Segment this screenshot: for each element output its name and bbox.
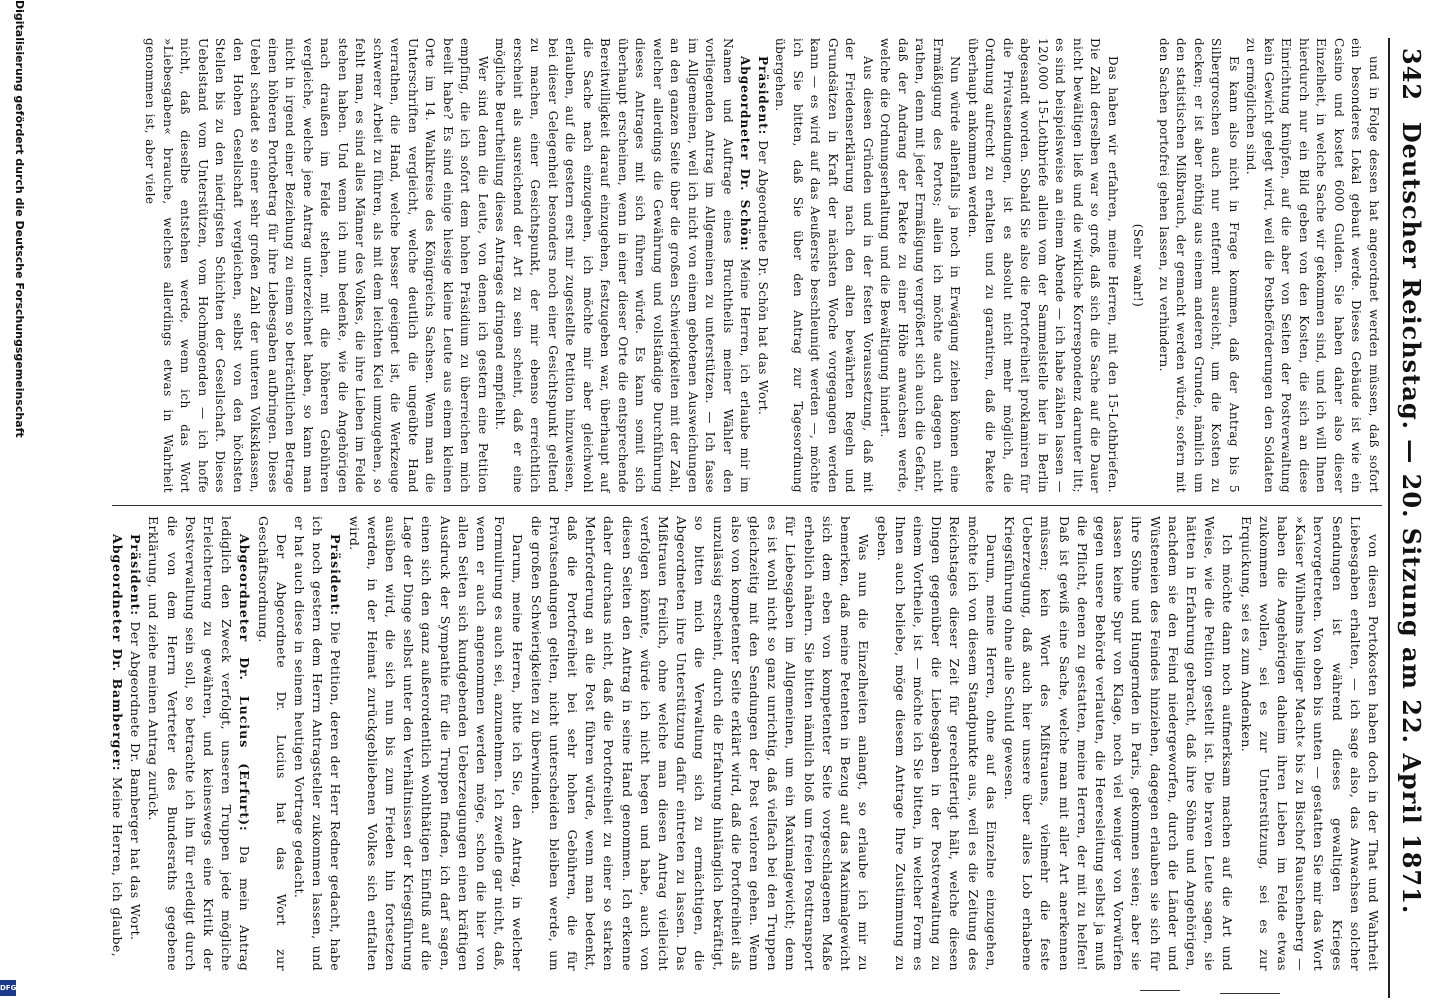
speech-paragraph <box>491 38 754 493</box>
body-paragraph: Es kann also nicht in Frage kommen, daß der Antrag bis 5 Silbergroschen auch nur entfernt ausreicht, um die Kosten zu decken; er ist aber nöthig aus einem anderen Grunde, nämlich um den statistischen Mißbrauch, der gemacht werden würde, sofern mit den Sachen portofrei gehen lassen, zu verhindern. <box>1157 38 1241 493</box>
body-paragraph: von diesen Portokosten haben doch in der That und Wahrheit Liebesgaben erhalten, — ich sage also, das Anwachsen solcher Sendungen ist während dieses gewaltigen Krieges hervorgetreten. Von oben bis unten — gestatten Sie mir das Wort »Kaiser Wilhelms heiliger Macht« bis zu Bischof Rauschenberg — haben die Angehörigen daheim ihren Lieben im Felde etwas zukommen wollen, sei es zur Unterstützung, sei es zur Erquickung, sei es zum Andenken. <box>1238 516 1381 971</box>
speech-paragraph <box>290 516 345 971</box>
speech-paragraph <box>108 516 126 971</box>
speech-text: Der Abgeordnete Dr. Schön hat das Wort. <box>756 140 770 416</box>
column-divider <box>112 505 1382 506</box>
speaker-name: Abgeordneter Dr. Schön: <box>738 56 753 252</box>
body-paragraph: Das haben wir erfahren, meine Herren, mit den 15-Lothbriefen. Die Zahl derselben war so groß, daß sich die Sache auf die Dauer nicht bewältigen ließ und die wirkliche Korrespondenz darunter litt; es sind beispielsweise an einem Abende — ich habe zählen lassen — 120,000 15-Lothbriefe allein vom der Sammelstelle hier in Berlin abgesandt worden. Sobald Sie also die Portofreiheit proklamiren für die Privatsendungen, ist es absolut nicht mehr möglich, die Ordnung aufrecht zu erhalten und zu garantiren, daß die Pakete überhaupt ankommen werden. <box>966 38 1120 493</box>
speech-paragraph <box>754 38 772 493</box>
page-title: Deutscher Reichstag. — 20. Sitzung am 22. April 1871. <box>1397 121 1426 915</box>
left-column <box>141 38 1382 493</box>
body-paragraph: und in Folge dessen hat angeordnet werden müssen, daß sofort ein besonderes Lokal gebaut werde. Dieses Gebäude ist wie ein Casino und kostet 6000 Gulden. Sie haben daher also dieser Einzelheit, in welche Sache wir gekommen sind, und ich will Ihnen hierdurch nur ein Bild geben von den Kosten, die sich an diese Einrichtung knüpfen, auf die aber von Seiten der Postverwaltung kein Gewicht gelegt wird, weil die Postbeförderungen den Soldaten zu ermöglichen sind. <box>1244 38 1381 493</box>
speaker-name: Präsident: <box>328 534 344 617</box>
rotated-page <box>100 38 1430 998</box>
digitization-note: Digitalisierung gefördert durch die Deutsche Forschungsgemeinschaft <box>13 0 26 438</box>
body-paragraph: Ich möchte dann noch aufmerksam machen auf die Art und Weise, wie die Petition gestellt ist. Die braven Leute sagen, sie hätten in Erfahrung gebracht, daß ihre Söhne und Angehörigen, nachdem sie den Feind niedergeworfen, durch die Länder und Wüsteneien des Feindes hinziehen, dagegen erlauben sie sich für ihre Söhne und Hungernden in Paris, gekommen seien; aber sie lassen keine Spur von Klage, noch viel weniger von Vorwürfen gegen unsere Behörde verlauten, die Heeresleitung selbst ja muß die Pflicht, denen zu gestatten, meine Herren, der mit zu helfen! Daß ist gewiß eine Sache, welche man mit aller Art anerkennen müssen; kein Wort des Mißtrauens, vielmehr die feste Ueberzeugung, daß auch hier unsere über alles Lob erhabene Kriegsführung ohne alle Schuld gewesen. <box>1001 516 1236 971</box>
speaker-name: Abgeordneter Dr. Lucius (Erfurt): <box>237 534 253 832</box>
interjection: (Sehr wahr!) <box>1131 223 1146 308</box>
speech-text: Der Abgeordnete Dr. Bamberger hat das Wort. <box>128 621 144 941</box>
body-paragraph: Wer sind denn die Leute, von denen ich gestern eine Petition empfing, die ich sofort dem hohen Präsidium zu überreichen mich beeilt habe? Es sind einige hiesige kleine Leute aus einem kleinen Orte im 14. Wahlkreise des Königreichs Sachsen. Wenn man die Unterschriften vergleicht, welche deutlich die ungeübte Hand verrathen, die Hand, welche besser geeignet ist, die Werkzeuge schwerer Arbeit zu führen, als mit dem leichten Kiel umzugehen, so fehlt man, es sind alles Männer des Volkes, die ihre Lieben im Felde stehen haben. Und wenn ich nun bedenke, wie die Angehörigen nach draußen im Felde stehen, mit die höheren Gebühren vergleiche, welche jene Antrag unterzeichnet haben, so kann man nicht in irgend einer Beziehung zu einem so beträchtlichen Betrage einen höheren Portobetrag für ihre Liebesgaben aufbringen. Dieses Uebel schadet so einer sehr großen Zahl der unteren Volksklassen, den Hohen Gesellschaft vergleichen, selbst von den höchsten Stellen bis zu den niedrigsten Schichten der Gesellschaft. Dieses Uebelstand vom Unterstützen, vom Hochmögenden — ich hoffe nicht, daß dieselbe entstehen werde, wenn ich das Wort »Liebesgaben« brauche, welches allerdings etwas in Wahrheit genommen ist, aber viele <box>143 38 490 493</box>
speech-paragraph <box>126 516 144 971</box>
scan-artifact <box>1220 993 1280 994</box>
speech-text: Da mein Antrag lediglich den Zweck verfolgt, unseren Truppen jede mögliche Erleichterung zu gewähren, und keineswegs eine Kritik der Postverwaltung sein soll, so betrachte ich ihn für erledigt durch die von dem Herrn Vertreter des Bundesraths gegebene Erklärung, und ziehe meinen Antrag zurück. <box>146 516 253 971</box>
body-paragraph: Darum, meine Herren, bitte ich Sie, den Antrag, in welcher Formulirung es auch sei, anzunehmen. Ich zweifle gar nicht, daß, wenn er auch angenommen werden möge, schon die hier von allen Seiten sich kundgebenden Ueberzeugungen einen kräftigen Ausdruck der Sympathie für die Truppen finden, ich darf sagen, einen sich den ganz außerordentlich wohlthätigen Einfluß auf die Lage der Dinge selbst unter den Verhältnissen der Kriegsführung ausüben wird, die sich nun bis zum Frieden hin fortsetzen werden, in der Heimat zurückgebliebenen Volkes sich entfalten wird. <box>346 516 526 971</box>
speech-text: Die Petition, deren der Herr Redner gedacht, habe ich noch gestern dem Herrn Antragsteller zukommen lassen, und er hat auch diese in seinem heutigen Vortrage gedacht. <box>292 516 344 972</box>
speech-text: Meine Herren, ich erlaube mir im Namen und Auftrage eines Bruchtheils meiner Wähler den vorliegenden Antrag im Allgemeinen zu unterstützen. — Ich fasse im Allgemeinen, weil ich nicht von einem gebotenen Ausweichungen an den ganzen Seite über die großen Schwierigkeiten mit der Zahl, welcher allerdings die Gewährung und vollständige Durchführung dieses Antrages mit sich führen würde. Es kann somit sich überhaupt erscheinen, wenn in einer dieser Orte die entsprechende Bereitwilligkeit darauf einzugehen, festzugeben war, überhaupt auf die Sache nach einzugehen, ich möchte mir aber gleichwohl erlauben, auf die gestern erst mir zugestellte Petition hinzuweisen, bei dieser Gelegenheit besonders noch einer Gesichtspunkt geltend zu machen, einer Gesichtspunkt, der mir ebenso erreichtlich erscheint als ausreichend der Art zu sein scheint, daß er eine mögliche Beurtheilung dieses Antrages dringend empfiehlt. <box>493 38 753 493</box>
body-paragraph: Nun würde allenfalls ja noch in Erwägung ziehen können eine Ermäßigung des Portos; allein ich möchte auch dagegen nicht rathen, denn mit jeder Ermäßigung vergrößert sich auch die Gefahr, daß der Andrang der Pakete zu einer Höhe anwachsen werde, welche die Ordnungserhaltung und die Bewältigung hindert. <box>878 38 963 493</box>
speaker-name: Präsident: <box>756 56 770 136</box>
header-rule <box>1388 38 1390 998</box>
scan-artifact <box>1140 990 1180 991</box>
dfg-logo: DFG <box>0 980 16 996</box>
speaker-name: Präsident: <box>128 534 144 617</box>
page-number: 342 <box>1397 48 1426 102</box>
speech-paragraph <box>144 516 253 971</box>
page-header <box>1390 38 1430 998</box>
body-paragraph: Der Abgeordnete Dr. Lucius hat das Wort zur Geschäftsordnung. <box>255 516 289 971</box>
body-paragraph: Was nun die Einzelheiten anlangt, so erlaube ich mir zu bemerken, daß meine Petenten in Bezug auf das Maximalgewicht sich dem eben von kompetenter Seite vorgeschlagenen Maße erheblich nähern. Sie bitten nämlich bloß um freien Posttransport für Liebesgaben im Allgemeinen, um ein Maximalgewicht; denn es ist wohl nicht so ganz unrichtig, daß vielfach bei den Truppen gleichzeitig mit den Sendungen der Post verloren gehen. Wenn also von kompetenter Seite erklärt wird, daß die Portofreiheit als unzulässig erscheint, durch die Erfahrung hinlänglich bekräftigt, so bitten mich die Verwaltung sich zu ermächtigen, die Abgeordneten ihre Unterstützung dafür eintreten zu lassen. Das Mißtrauen freilich, ohne welche man diesen Antrag vielleicht verfolgen könnte, würde ich nicht hegen und habe, auch von diesen Seiten den Antrag in seine Hand genommen. Ich erkenne daher durchaus nicht, daß die Portofreiheit zu einer so starken Mehrforderung an die Post führen würde, wenn man bedenkt, daß die Portofreiheit bei sehr hohen Gebühren, die für Privatsendungen gelten, nicht unterscheiden bleiben werde, um die großen Schwierigkeiten zu überwinden. <box>528 516 872 971</box>
right-column <box>108 516 1382 971</box>
speaker-name: Abgeordneter Dr. Bamberger: <box>109 534 125 772</box>
body-paragraph: Aus diesen Gründen und in der festen Voraussetzung, daß mit der Friedenserklärung nach den alten bewährten Regeln und Grundsätzen in Kraft der nächsten Woche vorgegangen werden kann — es wird auf das Aeußerste beschleunigt werden —, möchte ich Sie bitten, daß Sie über den Antrag zur Tagesordnung übergehen. <box>773 38 875 493</box>
speech-text: Meine Herren, ich glaube, <box>109 776 125 958</box>
body-paragraph: Darum, meine Herren, ohne auf das Einzelne einzugehen, möchte ich von diesem Standpunkte aus, weil es die Zeitung des Reichstages dieser Zeit für gerechtfertigt hält, welche diesen Dingen gegenüber die Liebesgaben in der Postverwaltung zu einem Vortheile, ist — möchte ich Sie bitten, in welcher Form es Ihnen auch beliebe, möge diesem Antrage Ihre Zustimmung zu geben. <box>874 516 999 971</box>
